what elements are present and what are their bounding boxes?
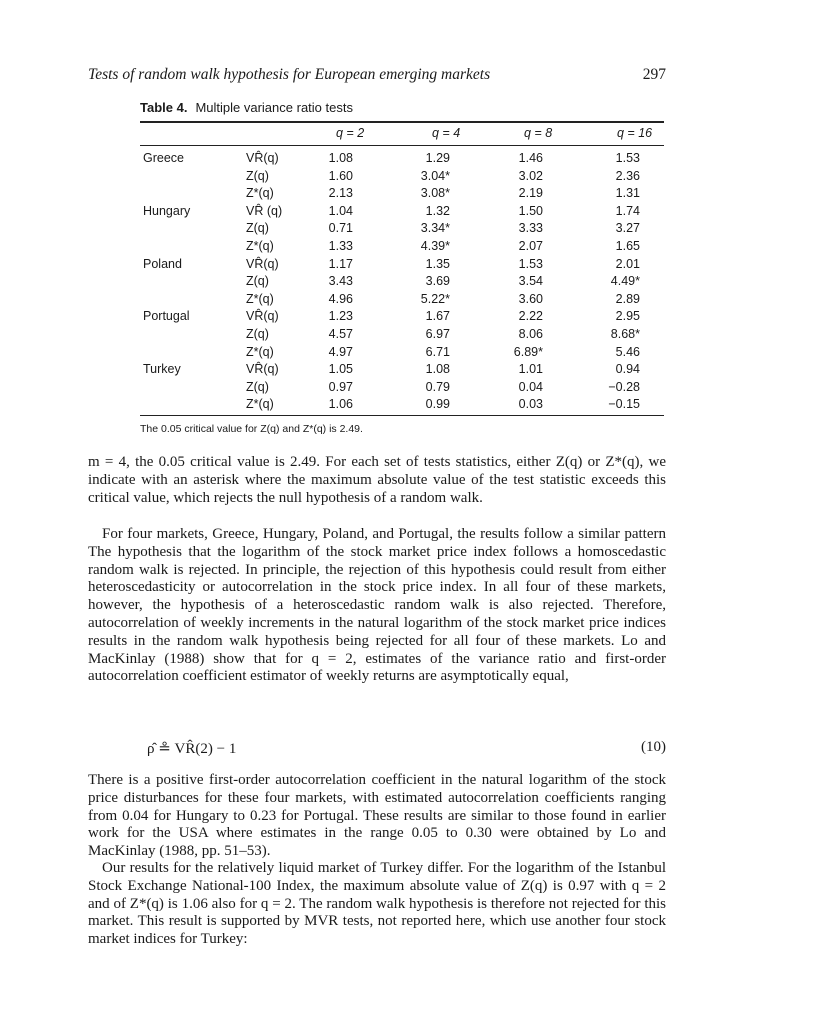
- table-label: Table 4.: [140, 100, 188, 115]
- table-cell: 2.89: [615, 291, 640, 306]
- paragraph: m = 4, the 0.05 critical value is 2.49. For each set of tests statistics, either Z(q) or Z*(q), we indicate with an asterisk where the maximum absolute value of the test statistic exceeds this critical value, which rejects the null hypothesis of a random walk.: [88, 454, 666, 506]
- table-cell: 1.29: [425, 151, 450, 165]
- statistic-label: Z*(q): [246, 186, 274, 201]
- table-cell: 1.08: [425, 362, 450, 377]
- table-cell: 3.04*: [420, 168, 450, 183]
- table-cell: 2.22: [518, 309, 543, 324]
- table-cell: 2.13: [328, 186, 353, 201]
- statistic-label: VR̂(q): [246, 309, 279, 324]
- statistic-label: Z*(q): [246, 344, 274, 359]
- table-cell: −0.28: [608, 379, 640, 394]
- country-label: Turkey: [143, 362, 181, 377]
- table-cell: 1.53: [518, 256, 543, 271]
- table-cell: 3.33: [518, 221, 543, 236]
- table-cell: 0.94: [615, 362, 640, 377]
- table-cell: 1.67: [425, 309, 450, 324]
- paragraph: There is a positive first-order autocorrelation coefficient in the natural logarithm of the stock price disturbances for these four markets, with estimated autocorrelation coefficients ranging from 0.04 for Hungary to 0.23 for Portugal. These results are similar to those found in earlier work for the USA where estimates in the range 0.05 to 0.30 were obtained by Lo and MacKinlay (1988, pp. 51–53).: [88, 772, 666, 860]
- table-cell: 3.34*: [420, 221, 450, 236]
- table-cell: 1.01: [518, 362, 543, 377]
- statistic-label: Z(q): [246, 379, 269, 394]
- table-cell: 0.97: [328, 379, 353, 394]
- statistic-label: Z*(q): [246, 397, 274, 412]
- statistic-label: Z(q): [246, 274, 269, 289]
- table-cell: 1.08: [328, 151, 353, 165]
- table-header-rule: [140, 145, 664, 146]
- table-cell: 2.01: [615, 256, 640, 271]
- table-cell: 3.43: [328, 274, 353, 289]
- table-cell: 1.46: [518, 151, 543, 165]
- column-header: q = 4: [432, 126, 461, 140]
- table-cell: 1.31: [615, 186, 640, 201]
- table-cell: 1.35: [425, 256, 450, 271]
- statistic-label: Z(q): [246, 327, 269, 341]
- statistic-label: VR̂(q): [246, 151, 279, 165]
- table-cell: 0.04: [518, 379, 543, 394]
- page-number: 297: [642, 66, 666, 83]
- table-cell: 8.06: [518, 327, 543, 341]
- table-cell: 1.53: [615, 151, 640, 165]
- table-cell: 2.95: [615, 309, 640, 324]
- table-cell: 6.97: [425, 327, 450, 341]
- column-header: q = 2: [336, 126, 365, 140]
- table-cell: 5.22*: [420, 291, 450, 306]
- table-cell: 5.46: [615, 344, 640, 359]
- country-label: Greece: [143, 151, 184, 165]
- table-cell: 3.08*: [420, 186, 450, 201]
- table-footnote: The 0.05 critical value for Z(q) and Z*(q) is 2.49.: [140, 423, 363, 435]
- table-cell: 1.05: [328, 362, 353, 377]
- statistic-label: Z(q): [246, 168, 269, 183]
- statistic-label: VR̂ (q): [246, 203, 283, 218]
- table-cell: 1.65: [615, 239, 640, 253]
- table-cell: 2.19: [518, 186, 543, 201]
- table-top-rule: [140, 121, 664, 123]
- table-cell: 6.71: [425, 344, 450, 359]
- table-cell: 3.27: [615, 221, 640, 236]
- statistic-label: VR̂(q): [246, 362, 279, 377]
- statistic-label: VR̂(q): [246, 256, 279, 271]
- table-cell: 1.50: [518, 203, 543, 218]
- table-cell: 1.60: [328, 168, 353, 183]
- table-cell: 1.74: [615, 203, 640, 218]
- running-head: [88, 66, 666, 88]
- table-cell: 1.06: [328, 397, 353, 412]
- table-cell: 4.97: [328, 344, 353, 359]
- country-label: Poland: [143, 256, 182, 271]
- table-cell: 0.99: [425, 397, 450, 412]
- statistic-label: Z*(q): [246, 291, 274, 306]
- statistic-label: Z*(q): [246, 239, 274, 253]
- table-cell: 0.79: [425, 379, 450, 394]
- country-label: Hungary: [143, 203, 191, 218]
- table-cell: 0.03: [518, 397, 543, 412]
- table-caption: [140, 100, 353, 115]
- running-title: Tests of random walk hypothesis for European emerging markets: [88, 66, 491, 83]
- table-cell: 2.36: [615, 168, 640, 183]
- paragraph: For four markets, Greece, Hungary, Poland, and Portugal, the results follow a similar pattern The hypothesis that the logarithm of the stock market price index follows a homoscedastic random walk is rejected. In principle, the rejection of this hypothesis could result from either heteroscedasticity or autocorrelation in the stock price index. In all four of these markets, however, the hypothesis of a heteroscedastic random walk is also rejected. Therefore, autocorrelation of weekly increments in the natural logarithm of the stock market price indices results in the random walk hypothesis being rejected for all four of these markets. Lo and MacKinlay (1988) show that for q = 2, estimates of the variance ratio and first-order autocorrelation coefficient estimator of weekly returns are asymptotically equal,: [88, 526, 666, 685]
- table-cell: 3.69: [425, 274, 450, 289]
- table-cell: 4.49*: [610, 274, 640, 289]
- country-label: Portugal: [143, 309, 190, 324]
- paragraph: Our results for the relatively liquid market of Turkey differ. For the logarithm of the Istanbul Stock Exchange National-100 Index, the maximum absolute value of Z(q) is 0.97 with q = 2 and of Z*(q) is 1.06 also for q = 2. The random walk hypothesis is therefore not rejected for this market. This result is supported by MVR tests, not reported here, which use another four stock market indices for Turkey:: [88, 860, 666, 948]
- table-cell: 6.89*: [513, 344, 543, 359]
- table-cell: 2.07: [518, 239, 543, 253]
- table-cell: 8.68*: [610, 327, 640, 341]
- table-cell: 4.57: [328, 327, 353, 341]
- table-cell: −0.15: [608, 397, 640, 412]
- table-cell: 1.04: [328, 203, 353, 218]
- equation-number: (10): [641, 739, 666, 755]
- table-cell: 1.32: [425, 203, 450, 218]
- statistic-label: Z(q): [246, 221, 269, 236]
- table-cell: 3.60: [518, 291, 543, 306]
- table-bottom-rule: [140, 415, 664, 416]
- table-cell: 3.02: [518, 168, 543, 183]
- table-title: Multiple variance ratio tests: [195, 100, 353, 115]
- column-header: q = 16: [617, 126, 653, 140]
- table-cell: 0.71: [328, 221, 353, 236]
- table-cell: 1.17: [328, 256, 353, 271]
- equation: ρ̂ ≗ VR̂(2) − 1: [147, 741, 237, 757]
- table-cell: 1.33: [328, 239, 353, 253]
- column-header: q = 8: [524, 126, 553, 140]
- table-cell: 1.23: [328, 309, 353, 324]
- table-cell: 4.96: [328, 291, 353, 306]
- table-cell: 4.39*: [420, 239, 450, 253]
- table-cell: 3.54: [518, 274, 543, 289]
